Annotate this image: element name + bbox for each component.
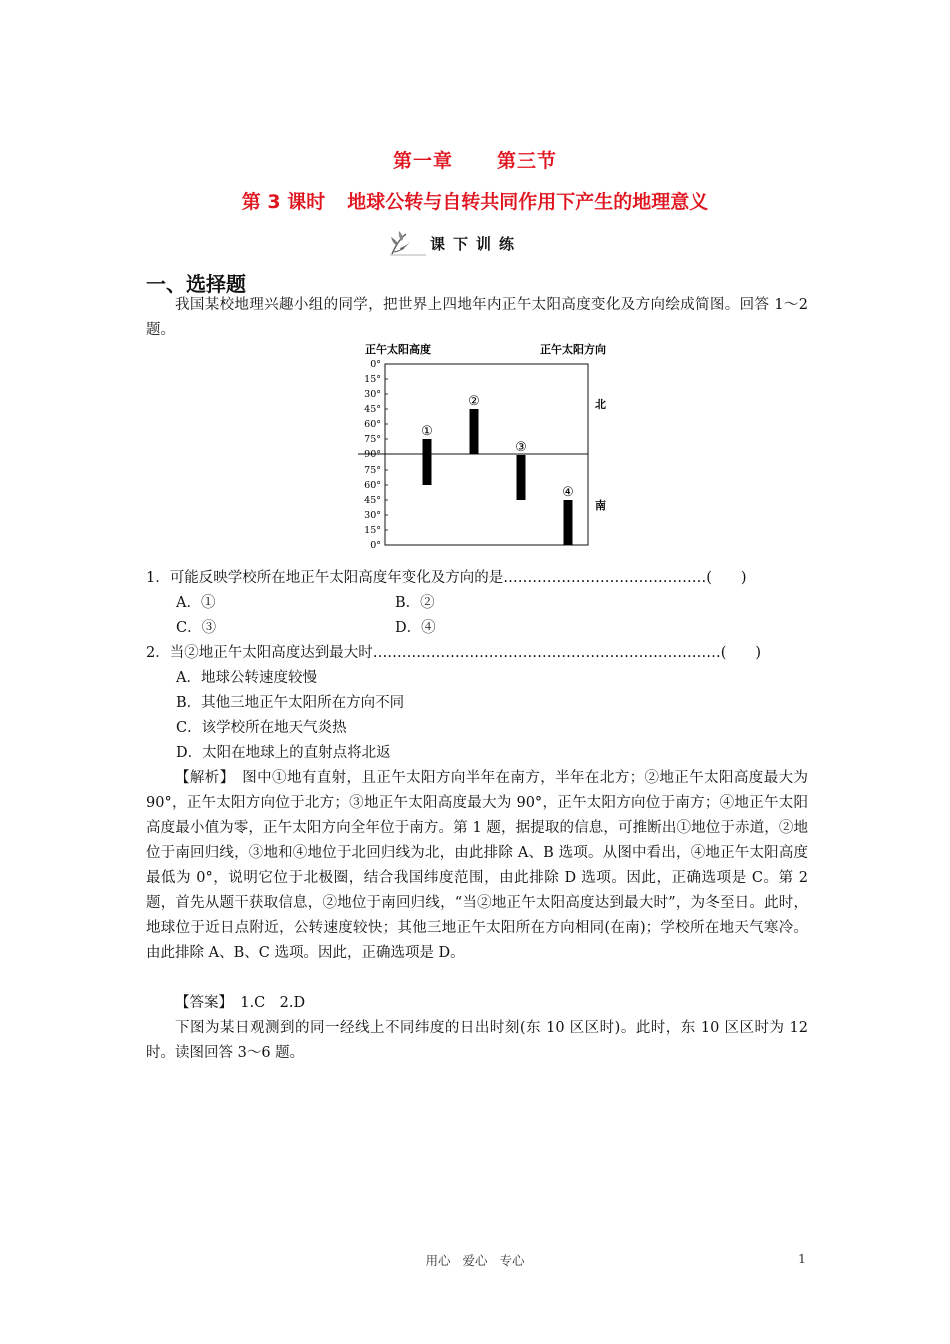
- chart-title-right: 正午太阳方向: [540, 343, 606, 356]
- y-tick-label: 0°: [370, 359, 381, 370]
- question-1: [146, 566, 808, 591]
- y-tick-label: 15°: [364, 374, 381, 385]
- question-2-option-c[interactable]: C．该学校所在地天气炎热: [176, 720, 347, 736]
- y-tick-label: 45°: [364, 404, 381, 415]
- footer-text-a: 用心: [425, 1253, 451, 1268]
- intro-paragraph: 我国某校地理兴趣小组的同学，把世界上四地年内正午太阳高度变化及方向绘成简图。回答 1～2 题。: [146, 297, 808, 338]
- direction-south-label: 南: [595, 499, 606, 512]
- bar-label-1: ①: [421, 424, 433, 439]
- chapter-label: 第一章: [392, 150, 453, 172]
- y-tick-label: 45°: [364, 495, 381, 506]
- question-1-paren: ( ): [706, 570, 747, 586]
- bar-label-2: ②: [468, 394, 480, 409]
- question-1-option-b[interactable]: B．②: [395, 595, 435, 611]
- y-tick-label: 90°: [364, 449, 381, 460]
- analysis-paragraph: 【解析】 图中①地有直射，且正午太阳方向半年在南方，半年在北方；②地正午太阳高度最大为 90°，正午太阳方向位于北方；③地正午太阳高度最大为 90°，正午太阳方向位于南方；④地正午太阳高度最小值为零，正午太阳方向全年位于南方。第 1 题，据提取的信息，可推断出①地位于赤道，②地位于南回归线，③地和④地位于北回归线为北，由此排除 A、B 选项。从图中看出，④地正午太阳高度最低为 0°，说明它位于北极圈，结合我国纬度范围，由此排除 D 选项。因此，正确选项是 C。第 2 题，首先从题干获取信息，②地位于南回归线，“当②地正午太阳高度达到最大时”，为冬至日。此时，地球位于近日点附近，公转速度较快；其他三地正午太阳所在方向相同(在南)；学校所在地天气寒冷。由此排除 A、B、C 选项。因此，正确选项是 D。: [146, 770, 808, 961]
- question-2-option-b[interactable]: B．其他三地正午太阳所在方向不同: [176, 695, 405, 711]
- page-footer: [0, 1251, 950, 1269]
- direction-north-label: 北: [595, 398, 606, 411]
- y-tick-label: 30°: [364, 510, 381, 521]
- footer-text-b: 爱心: [462, 1253, 488, 1268]
- question-1-dots: ……………………………………: [503, 570, 707, 586]
- page-number: 1: [798, 1251, 806, 1266]
- question-1-option-a[interactable]: A．①: [176, 595, 216, 611]
- bar-1: [423, 439, 432, 485]
- question-2-option-a[interactable]: A．地球公转速度较慢: [176, 670, 317, 686]
- y-tick-label: 60°: [364, 480, 381, 491]
- lesson-heading: [0, 187, 950, 214]
- y-tick-label: 0°: [370, 540, 381, 551]
- question-2: [146, 641, 808, 666]
- question-2-option-d[interactable]: D．太阳在地球上的直射点将北返: [176, 745, 391, 761]
- question-2-stem: 2．当②地正午太阳高度达到最大时: [146, 645, 373, 661]
- bar-2: [470, 409, 479, 454]
- y-tick-label: 15°: [364, 525, 381, 536]
- lesson-number: 第 3 课时: [241, 191, 326, 213]
- question-2-paren: ( ): [720, 645, 762, 661]
- section-heading: 一、选择题: [146, 272, 246, 296]
- bar-4: [564, 500, 573, 545]
- exercise-badge: [388, 230, 522, 256]
- question-1-option-d[interactable]: D．④: [395, 620, 436, 636]
- bar-label-4: ④: [562, 485, 574, 500]
- sun-altitude-chart: [340, 340, 630, 555]
- bar-label-3: ③: [515, 440, 527, 455]
- question-2-dots: ………………………………………………………………: [372, 645, 721, 661]
- question-1-stem: 1．可能反映学校所在地正午太阳高度年变化及方向的是: [146, 570, 504, 586]
- y-tick-label: 75°: [364, 465, 381, 476]
- badge-text: 课下训练: [430, 234, 523, 253]
- answer-line: 【答案】 1.C 2.D: [175, 995, 306, 1011]
- question-1-option-c[interactable]: C．③: [176, 620, 217, 636]
- section-label: 第三节: [497, 150, 558, 172]
- y-tick-label: 60°: [364, 419, 381, 430]
- next-intro-paragraph: 下图为某日观测到的同一经线上不同纬度的日出时刻(东 10 区区时)。此时，东 10 区区时为 12 时。读图回答 3～6 题。: [146, 1020, 808, 1061]
- footer-text-c: 专心: [499, 1253, 525, 1268]
- chapter-heading: [0, 146, 950, 173]
- y-tick-label: 30°: [364, 389, 381, 400]
- chart-title-left: 正午太阳高度: [365, 343, 431, 356]
- plant-icon: [388, 230, 428, 256]
- lesson-title: 地球公转与自转共同作用下产生的地理意义: [347, 191, 709, 213]
- y-tick-label: 75°: [364, 434, 381, 445]
- bar-3: [517, 455, 526, 500]
